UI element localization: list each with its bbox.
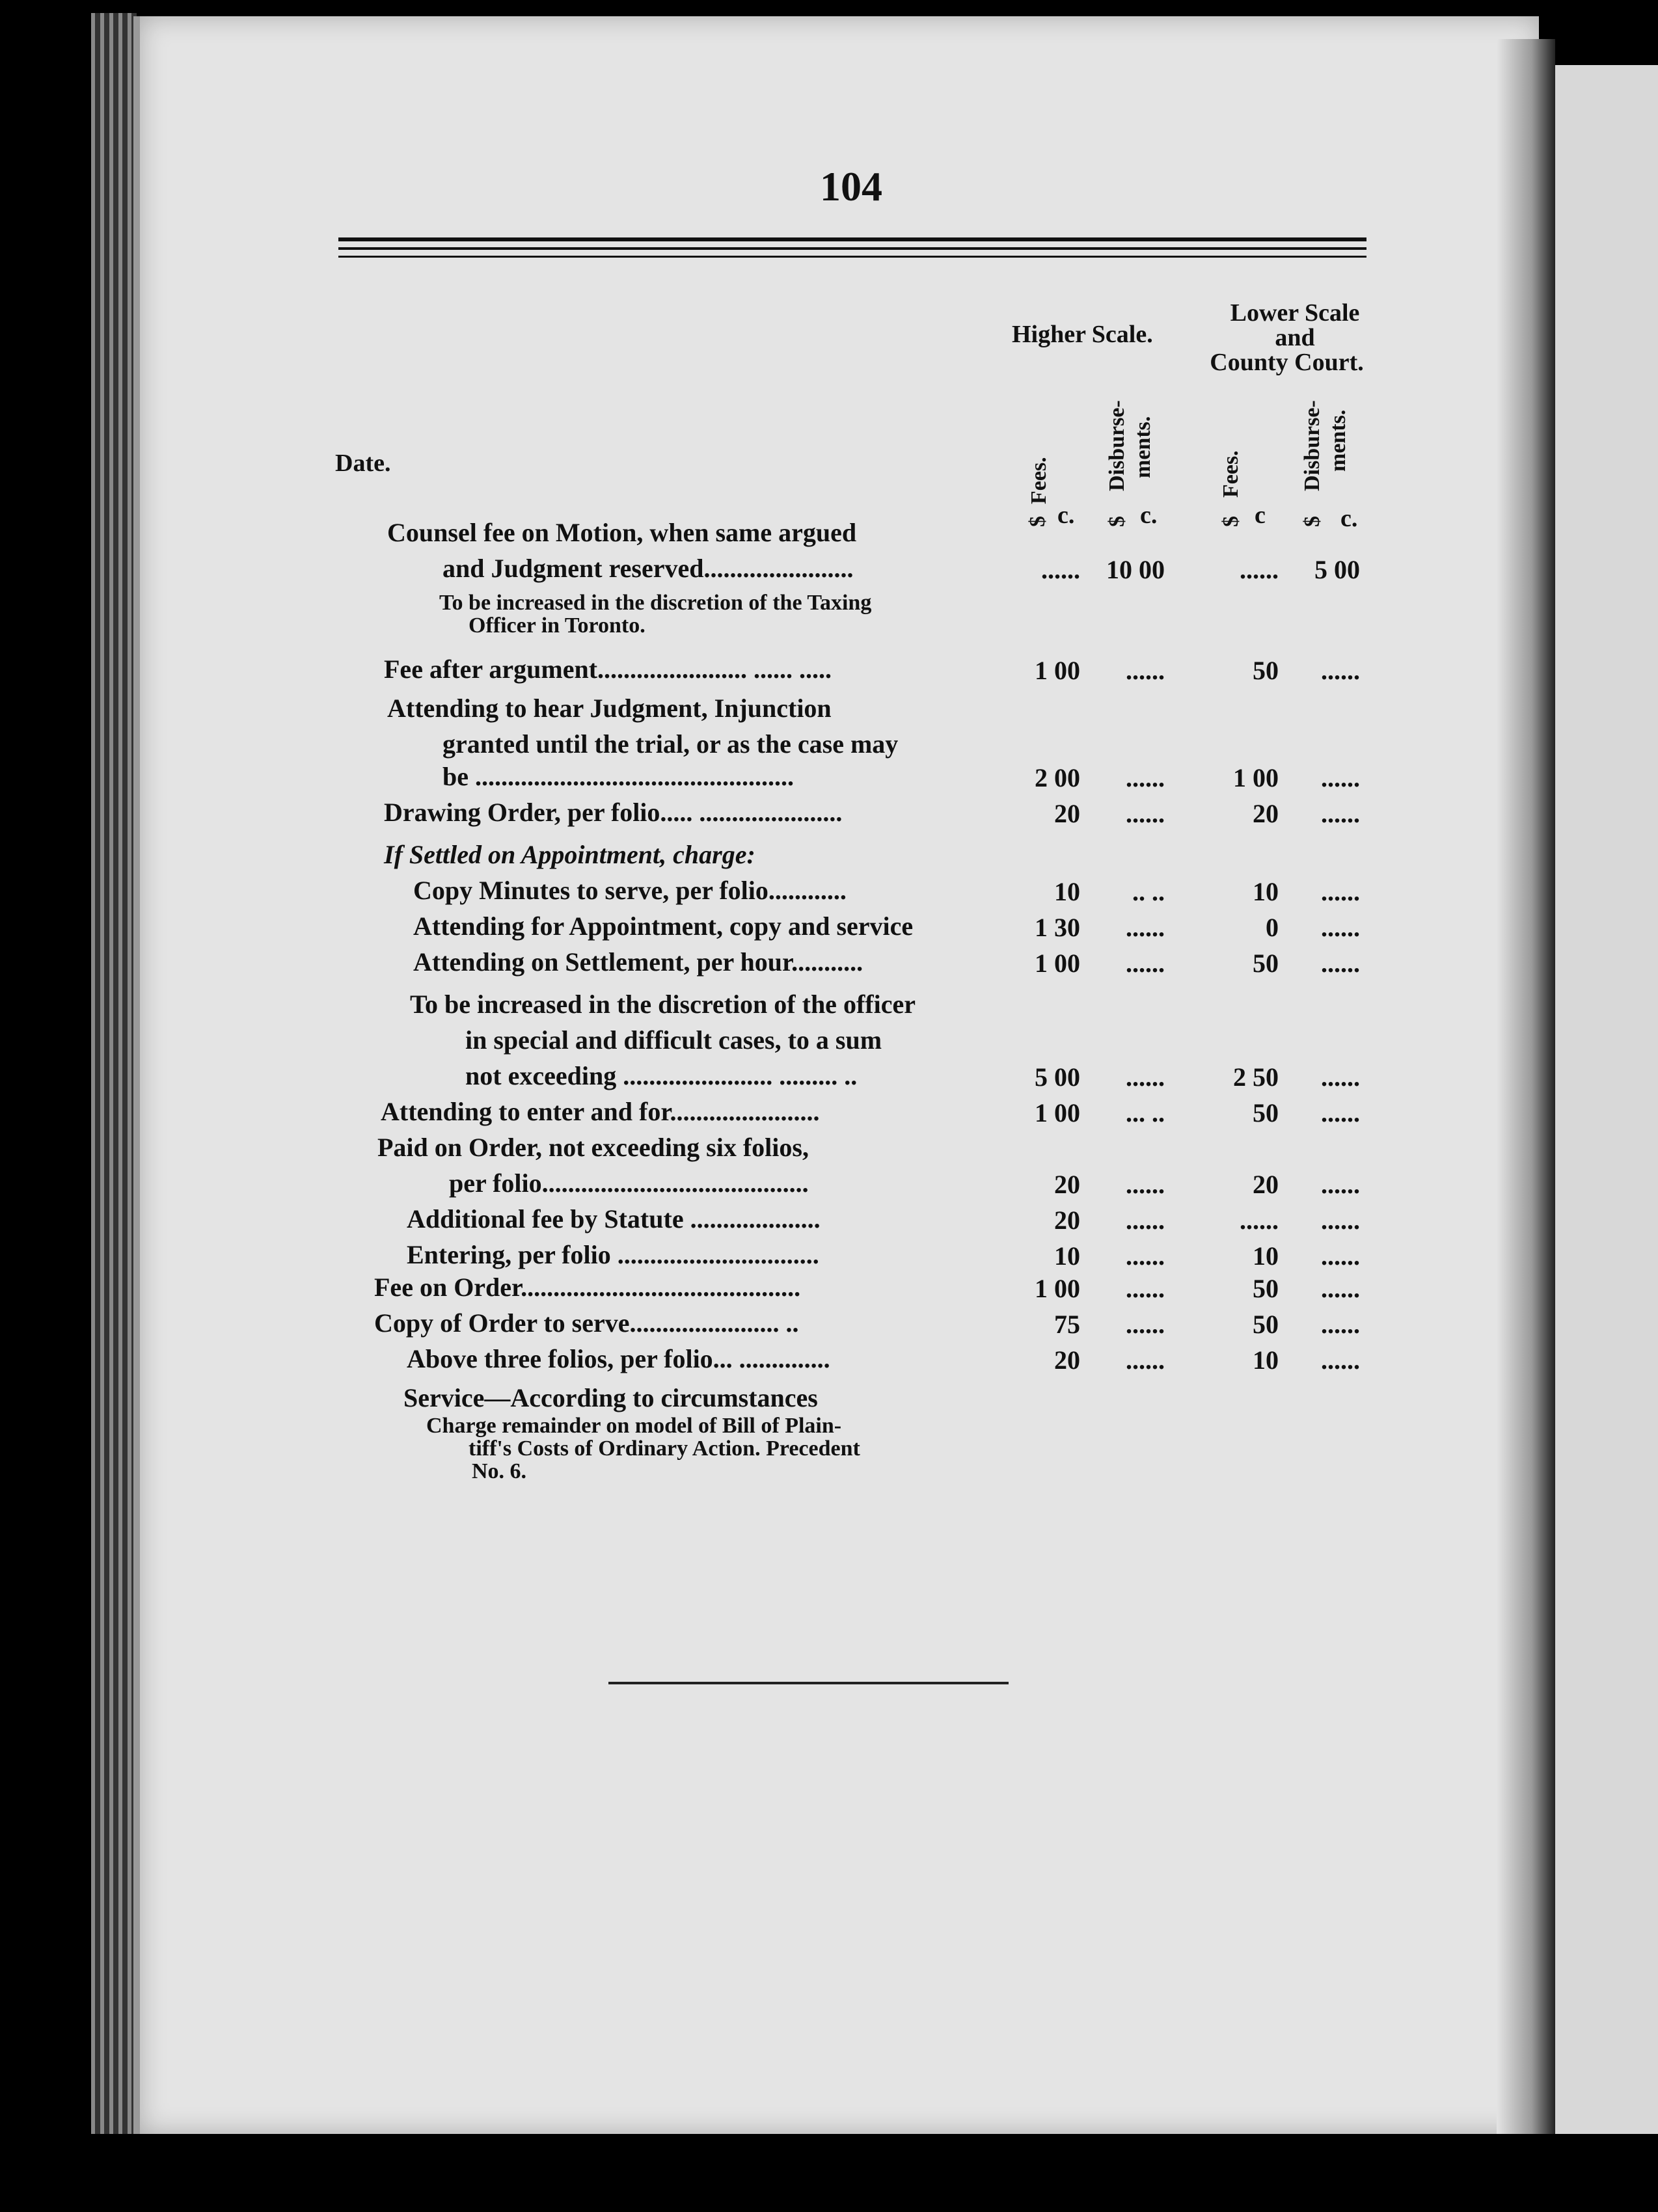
higher-fees-value: 1 00: [1035, 1274, 1080, 1303]
book-gutter: [1497, 39, 1555, 2134]
lower-fees-cents: c: [1255, 502, 1266, 529]
higher-fees-value: 1 00: [1035, 949, 1080, 978]
higher-fees-value: 10: [1054, 877, 1080, 906]
row-description: Entering, per folio ...............................: [407, 1240, 819, 1269]
lower-disbursements-value: ......: [1321, 1170, 1360, 1199]
row-description: in special and difficult cases, to a sum: [465, 1025, 882, 1055]
higher-fees-value: 20: [1054, 799, 1080, 828]
higher-disbursements-value: 10 00: [1106, 555, 1165, 584]
lower-disbursements-value: ......: [1321, 1062, 1360, 1092]
page-number: 104: [820, 163, 882, 209]
higher-disbursements-value: ......: [1126, 1310, 1165, 1339]
lower-fees-value: 20: [1253, 799, 1279, 828]
lower-disbursements-value: ......: [1321, 913, 1360, 942]
higher-disbursements-value: ......: [1126, 1170, 1165, 1199]
lower-disbursements-value: ......: [1321, 1098, 1360, 1127]
lower-disb-dollar: $: [1300, 516, 1324, 527]
higher-fees-value: 5 00: [1035, 1062, 1080, 1092]
higher-fees-value: 1 00: [1035, 656, 1080, 685]
lower-fees-value: 50: [1253, 1274, 1279, 1303]
lower-disbursements-value: ......: [1321, 949, 1360, 978]
higher-disbursements-value: ......: [1126, 763, 1165, 792]
lower-fees-value: 50: [1253, 1310, 1279, 1339]
row-description: Copy of Order to serve....................... ..: [374, 1308, 799, 1338]
row-description: Copy Minutes to serve, per folio............: [413, 876, 847, 905]
header-rule: [338, 256, 1366, 258]
lower-disbursements-label-1: Disburse-: [1300, 400, 1324, 491]
row-description: Charge remainder on model of Bill of Plain-: [426, 1414, 842, 1438]
lower-disbursements-value: ......: [1321, 1241, 1360, 1271]
higher-fees-value: 1 30: [1035, 913, 1080, 942]
higher-disbursements-label-2: ments.: [1131, 416, 1155, 478]
higher-fees-value: 20: [1054, 1170, 1080, 1199]
lower-fees-value: 0: [1266, 913, 1279, 942]
row-description: Attending to enter and for.......................: [381, 1097, 820, 1126]
header-rule: [338, 247, 1366, 250]
lower-disbursements-value: ......: [1321, 1310, 1360, 1339]
higher-disbursements-label-1: Disburse-: [1105, 400, 1129, 491]
row-description: Attending on Settlement, per hour...........: [413, 947, 863, 977]
lower-disbursements-label-2: ments.: [1326, 409, 1350, 472]
higher-disbursements-value: ......: [1126, 1274, 1165, 1303]
lower-fees-dollar: $: [1219, 516, 1243, 527]
higher-disbursements-value: ... ..: [1126, 1098, 1165, 1127]
higher-disbursements-value: ......: [1126, 799, 1165, 828]
lower-disb-cents: c.: [1340, 505, 1358, 532]
row-description: To be increased in the discretion of the officer: [410, 990, 916, 1019]
row-description: If Settled on Appointment, charge:: [384, 840, 755, 869]
lower-disbursements-value: ......: [1321, 1206, 1360, 1235]
lower-scale-header-line1: Lower Scale: [1230, 299, 1360, 327]
lower-fees-label: Fees.: [1219, 450, 1243, 498]
lower-fees-value: 10: [1253, 877, 1279, 906]
higher-disbursements-value: ......: [1126, 1206, 1165, 1235]
higher-fees-value: 20: [1054, 1345, 1080, 1375]
higher-disbursements-value: ......: [1126, 656, 1165, 685]
header-rule: [338, 237, 1366, 241]
row-description: not exceeding ....................... ......... ..: [465, 1061, 858, 1090]
row-description: tiff's Costs of Ordinary Action. Precedent: [469, 1436, 860, 1461]
page-edges: [91, 13, 137, 2134]
date-column-header: Date.: [335, 450, 391, 477]
row-description: No. 6.: [472, 1459, 527, 1483]
lower-disbursements-value: ......: [1321, 799, 1360, 828]
facing-page: [1555, 65, 1658, 2134]
higher-disbursements-value: ......: [1126, 949, 1165, 978]
row-description: per folio.........................................: [449, 1168, 809, 1198]
lower-fees-value: 50: [1253, 656, 1279, 685]
lower-fees-value: 50: [1253, 1098, 1279, 1127]
higher-fees-cents: c.: [1057, 502, 1075, 529]
lower-fees-value: ......: [1240, 1206, 1279, 1235]
lower-disbursements-value: ......: [1321, 763, 1360, 792]
row-description: Attending for Appointment, copy and service: [413, 911, 914, 941]
higher-disbursements-value: ......: [1126, 1062, 1165, 1092]
higher-disb-cents: c.: [1140, 502, 1158, 529]
row-description: Above three folios, per folio... ..............: [407, 1344, 830, 1373]
lower-scale-header-line2: and: [1275, 324, 1315, 351]
lower-fees-value: 10: [1253, 1241, 1279, 1271]
lower-fees-value: ......: [1240, 555, 1279, 584]
lower-scale-header-line3: County Court.: [1210, 349, 1364, 376]
higher-disbursements-value: .. ..: [1132, 877, 1165, 906]
higher-disbursements-value: ......: [1126, 913, 1165, 942]
lower-disbursements-value: ......: [1321, 1274, 1360, 1303]
lower-fees-value: 1 00: [1233, 763, 1279, 792]
lower-disbursements-value: ......: [1321, 1345, 1360, 1375]
higher-fees-value: ......: [1041, 555, 1080, 584]
higher-fees-value: 1 00: [1035, 1098, 1080, 1127]
row-description: Attending to hear Judgment, Injunction: [387, 694, 832, 723]
higher-disb-dollar: $: [1105, 516, 1129, 527]
higher-fees-dollar: $: [1026, 516, 1050, 527]
row-description: and Judgment reserved.......................: [442, 554, 854, 583]
lower-fees-value: 10: [1253, 1345, 1279, 1375]
row-description: Fee on Order...........................................: [374, 1273, 801, 1302]
end-rule: [608, 1682, 1009, 1684]
higher-scale-header: Higher Scale.: [1012, 321, 1153, 348]
row-description: Officer in Toronto.: [469, 614, 646, 638]
higher-fees-value: 75: [1054, 1310, 1080, 1339]
higher-disbursements-value: ......: [1126, 1345, 1165, 1375]
lower-disbursements-value: 5 00: [1314, 555, 1360, 584]
higher-fees-value: 10: [1054, 1241, 1080, 1271]
higher-fees-label: Fees.: [1027, 457, 1051, 504]
row-description: Fee after argument....................... ...... .....: [384, 654, 832, 684]
row-description: Paid on Order, not exceeding six folios,: [377, 1133, 809, 1162]
lower-fees-value: 20: [1253, 1170, 1279, 1199]
row-description: Additional fee by Statute ....................: [407, 1204, 821, 1234]
row-description: granted until the trial, or as the case may: [442, 729, 899, 759]
row-description: Counsel fee on Motion, when same argued: [387, 518, 857, 547]
lower-disbursements-value: ......: [1321, 656, 1360, 685]
lower-fees-value: 50: [1253, 949, 1279, 978]
lower-fees-value: 2 50: [1233, 1062, 1279, 1092]
row-description: To be increased in the discretion of the Taxing: [439, 591, 872, 615]
higher-fees-value: 20: [1054, 1206, 1080, 1235]
row-description: be .................................................: [442, 762, 794, 791]
row-description: Drawing Order, per folio..... ......................: [384, 798, 843, 827]
row-description: Service—According to circumstances: [403, 1383, 818, 1412]
lower-disbursements-value: ......: [1321, 877, 1360, 906]
higher-disbursements-value: ......: [1126, 1241, 1165, 1271]
higher-fees-value: 2 00: [1035, 763, 1080, 792]
